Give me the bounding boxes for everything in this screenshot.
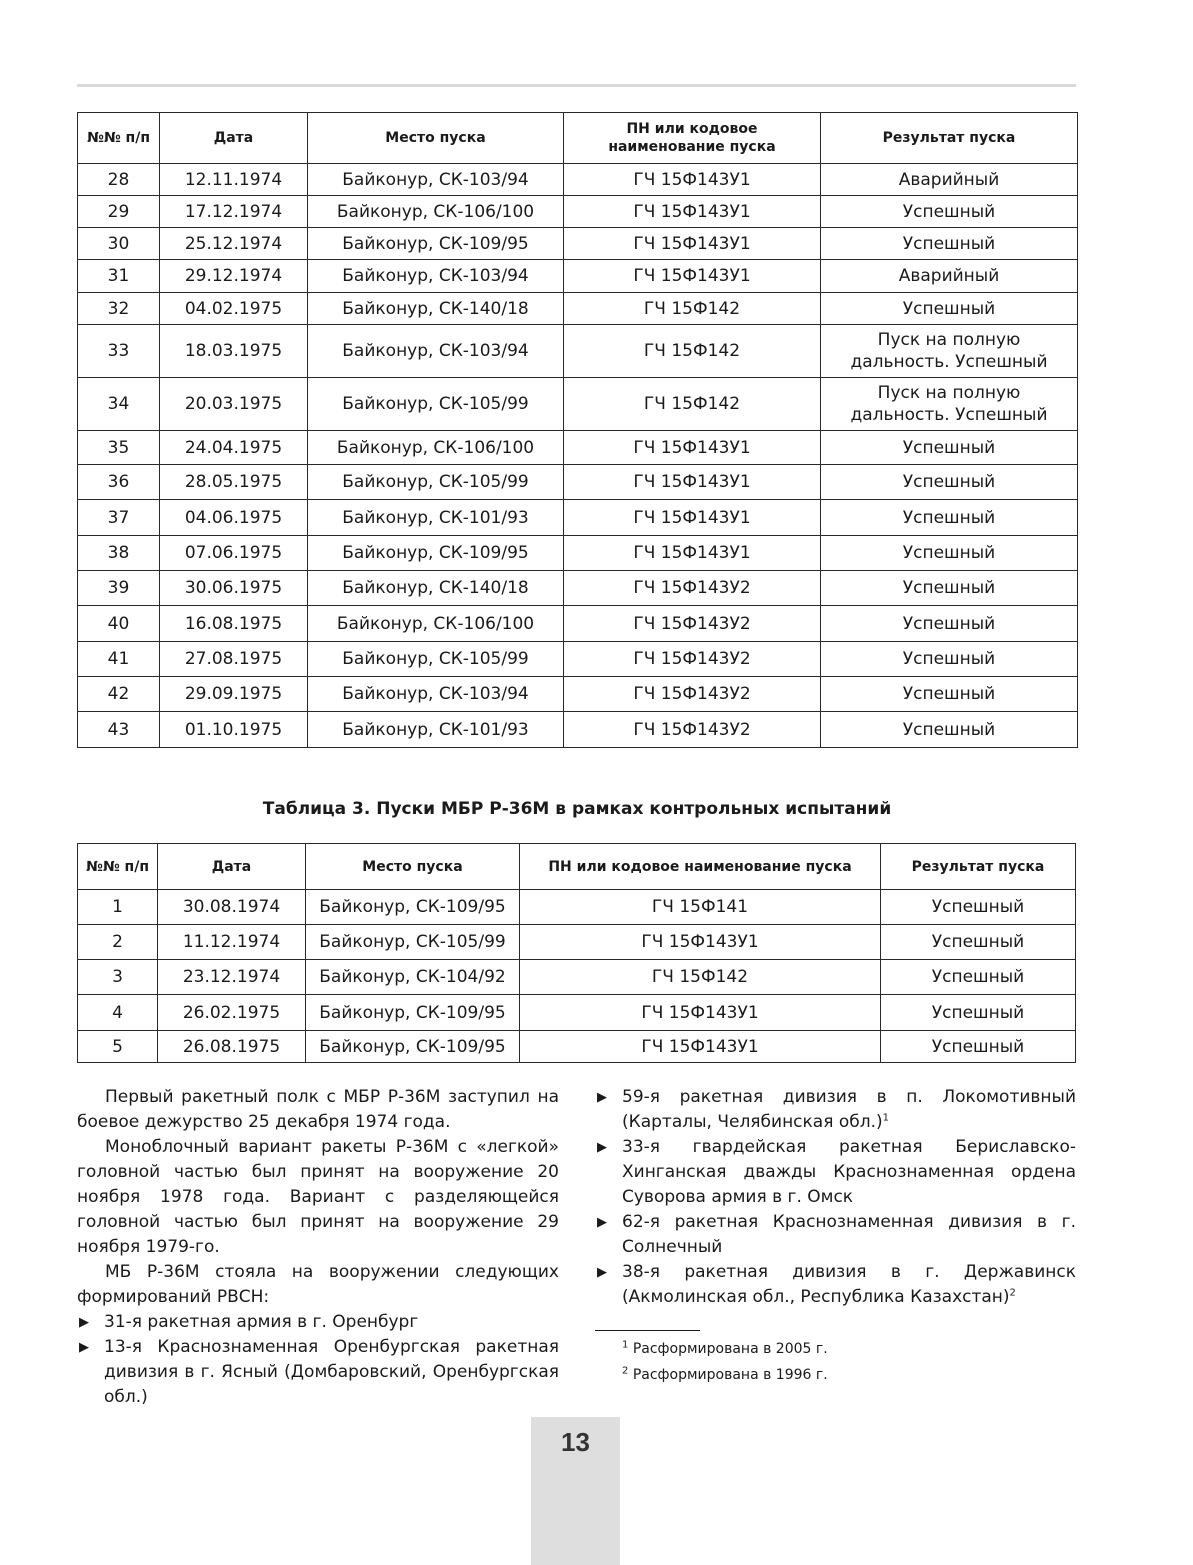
cell-result: Успешный (821, 712, 1078, 748)
table-body (78, 890, 1076, 1063)
formation-list (595, 1085, 1076, 1310)
cell-site: Байконур, СК-105/99 (308, 642, 564, 677)
cell-number: 34 (78, 378, 160, 431)
cell-date: 01.10.1975 (160, 712, 308, 748)
list-item-text: 59-я ракетная дивизия в п. Локомотивный (Карталы, Челябинская обл.) (622, 1087, 1076, 1132)
list-item (595, 1085, 1076, 1135)
cell-payload: ГЧ 15Ф143У1 (520, 995, 881, 1031)
footnotes (622, 1338, 1076, 1390)
header-payload: ПН или кодовое наименование пуска (520, 844, 881, 890)
table-row (78, 571, 1078, 606)
list-item-text: 33-я гвардейская ракетная Бериславско-Хинганская дважды Краснознаменная ордена Суворова армия в г. Омск (622, 1137, 1076, 1207)
cell-payload: ГЧ 15Ф143У1 (564, 164, 821, 196)
cell-result: Успешный (821, 536, 1078, 571)
cell-payload: ГЧ 15Ф143У2 (564, 712, 821, 748)
table-row (78, 164, 1078, 196)
cell-payload: ГЧ 15Ф142 (564, 325, 821, 378)
cell-number: 2 (78, 925, 158, 960)
cell-number: 28 (78, 164, 160, 196)
list-item-text: 13-я Краснознаменная Оренбургская ракетная дивизия в г. Ясный (Домбаровский, Оренбургская обл.) (104, 1337, 559, 1407)
table-row (78, 925, 1076, 960)
cell-payload: ГЧ 15Ф143У1 (564, 536, 821, 571)
cell-site: Байконур, СК-109/95 (306, 890, 520, 925)
cell-payload: ГЧ 15Ф143У2 (564, 571, 821, 606)
header-site: Место пуска (308, 113, 564, 164)
cell-site: Байконур, СК-103/94 (308, 260, 564, 293)
list-item-text: 62-я ракетная Краснознаменная дивизия в г. Солнечный (622, 1212, 1076, 1257)
cell-date: 30.08.1974 (158, 890, 306, 925)
cell-result: Успешный (821, 228, 1078, 260)
page-number: 13 (561, 1427, 590, 1457)
footnote-ref: 2 (1009, 1287, 1016, 1299)
list-item (595, 1135, 1076, 1210)
cell-site: Байконур, СК-103/94 (308, 164, 564, 196)
table-caption: Таблица 3. Пуски МБР Р-36М в рамках контрольных испытаний (262, 799, 892, 819)
table-row (78, 677, 1078, 712)
cell-number: 33 (78, 325, 160, 378)
table-header-row (78, 113, 1078, 164)
cell-date: 26.08.1975 (158, 1031, 306, 1063)
cell-result: Успешный (821, 293, 1078, 325)
cell-payload: ГЧ 15Ф143У1 (564, 228, 821, 260)
list-item (77, 1335, 559, 1410)
cell-number: 38 (78, 536, 160, 571)
cell-result: Успешный (881, 995, 1076, 1031)
table-row (78, 536, 1078, 571)
cell-number: 37 (78, 500, 160, 536)
cell-result: Успешный (821, 642, 1078, 677)
cell-result: Пуск на полную дальность. Успешный (821, 378, 1078, 431)
header-number: №№ п/п (78, 844, 158, 890)
text-column-right (595, 1085, 1076, 1310)
table-row (78, 890, 1076, 925)
header-rule (77, 84, 1076, 87)
cell-number: 41 (78, 642, 160, 677)
cell-site: Байконур, СК-104/92 (306, 960, 520, 995)
table-header-row (78, 844, 1076, 890)
table-row (78, 431, 1078, 465)
table-row (78, 293, 1078, 325)
cell-number: 32 (78, 293, 160, 325)
formation-list (77, 1310, 559, 1410)
cell-number: 42 (78, 677, 160, 712)
paragraph: Первый ракетный полк с МБР Р-36М заступил на боевое дежурство 25 декабря 1974 года. (77, 1087, 559, 1132)
cell-payload: ГЧ 15Ф142 (564, 378, 821, 431)
cell-date: 16.08.1975 (160, 606, 308, 642)
table-row (78, 325, 1078, 378)
cell-date: 17.12.1974 (160, 196, 308, 228)
cell-site: Байконур, СК-106/100 (308, 606, 564, 642)
cell-site: Байконур, СК-106/100 (308, 431, 564, 465)
table-body (78, 164, 1078, 748)
cell-date: 20.03.1975 (160, 378, 308, 431)
cell-result: Успешный (881, 960, 1076, 995)
cell-payload: ГЧ 15Ф143У1 (564, 465, 821, 500)
cell-result: Успешный (881, 890, 1076, 925)
cell-result: Успешный (821, 196, 1078, 228)
cell-date: 04.06.1975 (160, 500, 308, 536)
cell-site: Байконур, СК-106/100 (308, 196, 564, 228)
header-payload: ПН или кодовое наименование пуска (564, 113, 821, 164)
cell-site: Байконур, СК-101/93 (308, 712, 564, 748)
table-row (78, 378, 1078, 431)
cell-number: 29 (78, 196, 160, 228)
bullet-icon: ▶ (597, 1215, 607, 1230)
cell-site: Байконур, СК-105/99 (308, 378, 564, 431)
cell-number: 31 (78, 260, 160, 293)
bullet-icon: ▶ (597, 1140, 607, 1155)
footnote-text: Расформирована в 2005 г. (632, 1341, 828, 1357)
cell-site: Байконур, СК-109/95 (306, 1031, 520, 1063)
cell-number: 4 (78, 995, 158, 1031)
cell-result: Успешный (821, 606, 1078, 642)
cell-site: Байконур, СК-101/93 (308, 500, 564, 536)
cell-payload: ГЧ 15Ф143У1 (520, 1031, 881, 1063)
paragraph: МБ Р-36М стояла на вооружении следующих формирований РВСН: (77, 1262, 559, 1307)
cell-date: 12.11.1974 (160, 164, 308, 196)
cell-site: Байконур, СК-140/18 (308, 571, 564, 606)
table-row (78, 228, 1078, 260)
cell-number: 43 (78, 712, 160, 748)
cell-payload: ГЧ 15Ф143У1 (520, 925, 881, 960)
list-item (595, 1260, 1076, 1310)
cell-date: 18.03.1975 (160, 325, 308, 378)
cell-number: 36 (78, 465, 160, 500)
footnote (622, 1338, 1076, 1360)
cell-payload: ГЧ 15Ф142 (520, 960, 881, 995)
cell-payload: ГЧ 15Ф143У1 (564, 500, 821, 536)
bullet-icon: ▶ (79, 1340, 89, 1355)
cell-number: 40 (78, 606, 160, 642)
cell-date: 29.09.1975 (160, 677, 308, 712)
cell-number: 3 (78, 960, 158, 995)
cell-date: 28.05.1975 (160, 465, 308, 500)
cell-result: Успешный (881, 1031, 1076, 1063)
cell-payload: ГЧ 15Ф143У1 (564, 431, 821, 465)
cell-number: 1 (78, 890, 158, 925)
list-item-text: 31-я ракетная армия в г. Оренбург (104, 1312, 419, 1332)
cell-date: 07.06.1975 (160, 536, 308, 571)
cell-result: Успешный (821, 431, 1078, 465)
header-site: Место пуска (306, 844, 520, 890)
list-item (77, 1310, 559, 1335)
footnote-mark: 2 (622, 1365, 629, 1377)
list-item (595, 1210, 1076, 1260)
cell-payload: ГЧ 15Ф142 (564, 293, 821, 325)
cell-site: Байконур, СК-140/18 (308, 293, 564, 325)
table-row (78, 995, 1076, 1031)
header-date: Дата (160, 113, 308, 164)
table-row (78, 712, 1078, 748)
cell-result: Аварийный (821, 164, 1078, 196)
cell-site: Байконур, СК-103/94 (308, 325, 564, 378)
cell-payload: ГЧ 15Ф143У2 (564, 606, 821, 642)
table-row (78, 960, 1076, 995)
cell-date: 25.12.1974 (160, 228, 308, 260)
cell-date: 29.12.1974 (160, 260, 308, 293)
cell-result: Успешный (821, 500, 1078, 536)
bullet-icon: ▶ (79, 1315, 89, 1330)
cell-result: Успешный (821, 677, 1078, 712)
page-number-tab (531, 1417, 620, 1565)
header-date: Дата (158, 844, 306, 890)
cell-result: Аварийный (821, 260, 1078, 293)
table-row (78, 642, 1078, 677)
table-row (78, 606, 1078, 642)
cell-site: Байконур, СК-109/95 (308, 228, 564, 260)
header-number: №№ п/п (78, 113, 160, 164)
launch-table-continued (77, 112, 1078, 748)
cell-date: 30.06.1975 (160, 571, 308, 606)
cell-payload: ГЧ 15Ф143У1 (564, 196, 821, 228)
header-result: Результат пуска (821, 113, 1078, 164)
cell-date: 04.02.1975 (160, 293, 308, 325)
cell-number: 39 (78, 571, 160, 606)
cell-payload: ГЧ 15Ф143У2 (564, 677, 821, 712)
table-row (78, 196, 1078, 228)
table-row (78, 465, 1078, 500)
cell-site: Байконур, СК-109/95 (308, 536, 564, 571)
cell-result: Успешный (881, 925, 1076, 960)
cell-number: 35 (78, 431, 160, 465)
cell-date: 27.08.1975 (160, 642, 308, 677)
table-row (78, 260, 1078, 293)
paragraph: Моноблочный вариант ракеты Р-36М с «легкой» головной частью был принят на вооружение 20 ноября 1978 года. Вариант с разделяющейся головной частью был принят на вооружение 29 ноября 1979-го. (77, 1137, 559, 1257)
cell-date: 11.12.1974 (158, 925, 306, 960)
bullet-icon: ▶ (597, 1265, 607, 1280)
cell-site: Байконур, СК-105/99 (306, 925, 520, 960)
cell-result: Успешный (821, 465, 1078, 500)
list-item-text: 38-я ракетная дивизия в г. Державинск (Акмолинская обл., Республика Казахстан) (622, 1262, 1076, 1307)
cell-date: 26.02.1975 (158, 995, 306, 1031)
cell-payload: ГЧ 15Ф143У2 (564, 642, 821, 677)
control-launch-table (77, 843, 1076, 1063)
footnote-rule (595, 1330, 700, 1331)
cell-number: 5 (78, 1031, 158, 1063)
text-column-left (77, 1085, 559, 1410)
footnote (622, 1364, 1076, 1386)
cell-date: 24.04.1975 (160, 431, 308, 465)
cell-payload: ГЧ 15Ф143У1 (564, 260, 821, 293)
table-row (78, 1031, 1076, 1063)
footnote-text: Расформирована в 1996 г. (632, 1367, 828, 1383)
cell-result: Успешный (821, 571, 1078, 606)
cell-site: Байконур, СК-109/95 (306, 995, 520, 1031)
table-row (78, 500, 1078, 536)
cell-site: Байконур, СК-105/99 (308, 465, 564, 500)
cell-site: Байконур, СК-103/94 (308, 677, 564, 712)
cell-payload: ГЧ 15Ф141 (520, 890, 881, 925)
cell-number: 30 (78, 228, 160, 260)
header-result: Результат пуска (881, 844, 1076, 890)
cell-date: 23.12.1974 (158, 960, 306, 995)
bullet-icon: ▶ (597, 1090, 607, 1105)
footnote-mark: 1 (622, 1339, 629, 1351)
cell-result: Пуск на полную дальность. Успешный (821, 325, 1078, 378)
footnote-ref: 1 (882, 1112, 890, 1124)
